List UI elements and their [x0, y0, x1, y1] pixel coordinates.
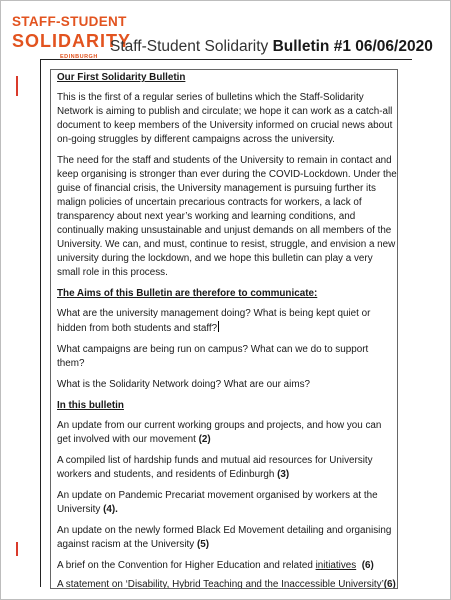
revision-mark — [16, 542, 18, 556]
page-number: (2) — [198, 434, 211, 445]
context-paragraph: The need for the staff and students of the University to remain in contact and keep organising is stronger than ever during the COVID-Lockdown. Under the guise of financial crisis, the University management is pursuing further its malign policies of uncertain precarious contracts for workers, a lack of transparency about next year’s working and learning conditions, and continually making unsustainable and unjust demands on all members of the University. We can, and must, continue to resist, struggle, and envision a new university during the lockdown, and we hope this bulletin can play a very small role in this process. — [57, 155, 397, 278]
page-number: (3) — [277, 469, 290, 480]
aim-item: What is the Solidarity Network doing? What are our aims? — [57, 379, 311, 390]
initiatives-link[interactable]: initiatives — [315, 560, 357, 571]
staff-student-solidarity-logo — [10, 12, 132, 70]
intro-paragraph: This is the first of a regular series of bulletins which the Staff-Solidarity Network is aiming to publish and circulate; we hope it can work as a catch-all document to keep members of the University informed on crucial news about on-going struggles by different campaigns across the university. — [57, 92, 393, 145]
header-rule-top — [40, 59, 412, 60]
aim-text: What are the university management doing? What is being kept quiet or hidden from both students and staff? — [57, 308, 371, 334]
contents-item: A compiled list of hardship funds and mutual aid resources for University workers and students, and residents of Edinburgh (3) — [57, 455, 373, 480]
logo-line-2: SOLIDARITY — [12, 31, 132, 51]
page-number: (5) — [196, 539, 210, 550]
logo-line-1: STAFF-STUDENT — [12, 14, 127, 29]
page-number: (4). — [103, 504, 118, 515]
title-plain: Staff-Student Solidarity — [110, 38, 269, 55]
section-heading: In this bulletin — [57, 400, 124, 411]
title-bold: Bulletin #1 06/06/2020 — [272, 38, 433, 55]
text-cursor — [218, 321, 219, 332]
logo-line-3: EDINBURGH — [60, 54, 98, 60]
aim-item: What campaigns are being run on campus? What can we do to support them? — [57, 344, 369, 369]
bulletin-content-box — [50, 69, 398, 589]
revision-mark — [16, 76, 18, 96]
section-heading: The Aims of this Bulletin are therefore to communicate: — [57, 288, 318, 299]
contents-item: A statement on ‘Disability, Hybrid Teaching and the Inaccessible University’(6) — [57, 579, 396, 589]
contents-item: A brief on the Convention for Higher Education and related initiatives (6) — [57, 560, 374, 571]
section-heading: Our First Solidarity Bulletin — [57, 72, 186, 83]
aim-item — [57, 307, 397, 336]
header-rule-left — [40, 59, 41, 587]
page-number: (6) — [383, 579, 396, 589]
page-title — [110, 38, 433, 56]
contents-item: An update on Pandemic Precariat movement organised by workers at the University (4). — [57, 490, 378, 515]
contents-item: An update from our current working groups and projects, and how you can get involved with our movement (2) — [57, 420, 382, 445]
page-number: (6) — [361, 560, 374, 571]
contents-item: An update on the newly formed Black Ed Movement detailing and organising against racism at the University (5) — [57, 525, 392, 550]
